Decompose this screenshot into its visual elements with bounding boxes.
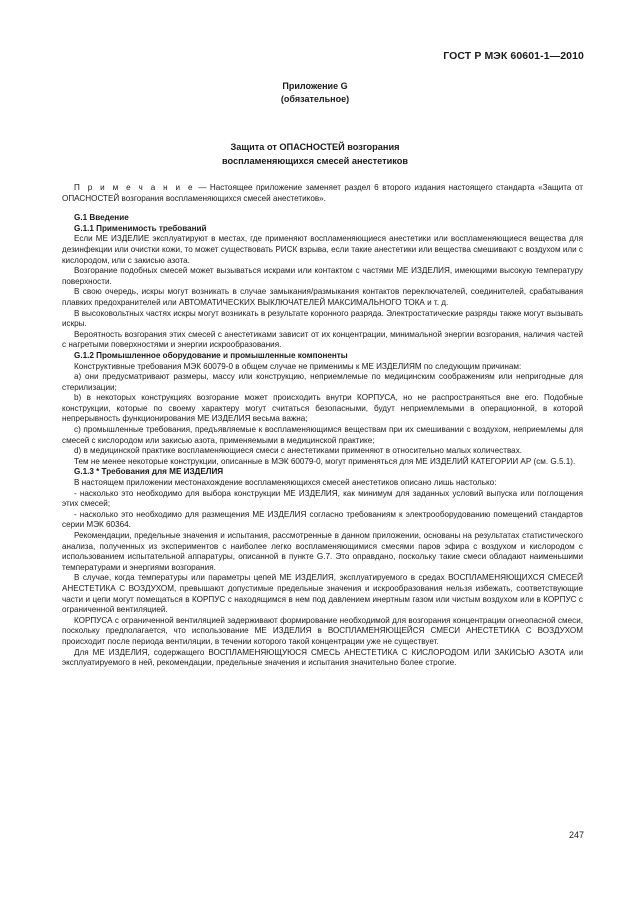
title-line-1: Защита от ОПАСНОСТЕЙ возгорания [230, 142, 400, 152]
paragraph: В настоящем приложении местонахождение воспламеняющихся смесей анестетиков описано лишь настолько: [74, 478, 497, 488]
title-line-2: воспламеняющихся смесей анестетиков [221, 156, 409, 166]
document-body [62, 183, 583, 669]
section-heading: G.1 Введение [74, 213, 129, 223]
note-label: П р и м е ч а н и е [74, 183, 195, 192]
paragraph: В свою очередь, искры могут возникать в случае замыкания/размыкания контактов переключателей, соединителей, срабатывания плавких предохранителей или АВТОМАТИЧЕСКИХ ВЫКЛЮЧАТЕЛЕЙ МАКСИМАЛЬНОГО ТОКА и т. д. [62, 287, 583, 307]
standard-number: ГОСТ Р МЭК 60601-1—2010 [443, 50, 584, 62]
list-item: d) в медицинской практике воспламеняющиеся смеси с анестетиками применяют в относительно малых количествах. [74, 446, 523, 456]
list-item: - насколько это необходимо для размещения МЕ ИЗДЕЛИЯ согласно требованиям к электрооборудованию помещений стандартов серии МЭК 60364. [62, 509, 583, 530]
note-text: — Настоящее приложение заменяет раздел 6 второго издания настоящего стандарта «Защита от ОПАСНОСТЕЙ возгорания воспламеняющихся смесей анестетиков». [62, 183, 583, 203]
list-item: b) в некоторых конструкциях возгорание может происходить внутри КОРПУСА, но не распространяться вне его. Подобные конструкции, которые по своему характеру могут считаться безопасными, будут неприемлемыми в операционной, в которой непрерывность функционирования МЕ ИЗДЕЛИЯ весьма важна; [62, 393, 583, 424]
paragraph: Рекомендации, предельные значения и испытания, рассмотренные в данном приложении, основаны на результатах статистического анализа, полученных из экспериментов с наиболее легко воспламеняющимися смесями паров эфира с воздухом и кислородом с использованием испытательной аппаратуры, описанной в пункте G.7. Это оправдано, поскольку такие смеси обладают наименьшими температурами и энергиями возгорания. [62, 531, 583, 572]
list-item: a) они предусматривают размеры, массу или конструкцию, неприемлемые по медицинским соображениям или непригодные для стерилизации; [62, 372, 583, 392]
paragraph: В высоковольтных частях искры могут возникать в результате коронного разряда. Электростатические разряды также могут вызывать искры. [62, 308, 583, 329]
list-item: - насколько это необходимо для выбора конструкции МЕ ИЗДЕЛИЯ, как минимум для заданных условий выпуска или поглощения этих смесей; [62, 488, 583, 509]
section-heading: G.1.3 * Требования для МЕ ИЗДЕЛИЯ [74, 467, 224, 477]
section-heading: G.1.1 Применимость требований [74, 223, 207, 233]
paragraph: Конструктивные требования МЭК 60079-0 в общем случае не применимы к МЕ ИЗДЕЛИЯМ по следующим причинам: [74, 361, 522, 371]
paragraph: Вероятность возгорания этих смесей с анестетиками зависит от их концентрации, минимальной энергии возгорания, наличия частей с нагретыми поверхностями и энергии искрообразования. [62, 329, 583, 350]
paragraph: Тем не менее некоторые конструкции, описанные в МЭК 60079-0, могут применяться для МЕ ИЗДЕЛИЙ КАТЕГОРИИ АР (см. G.5.1). [74, 456, 576, 466]
paragraph: В случае, когда температуры или параметры цепей МЕ ИЗДЕЛИЯ, эксплуатируемого в средах ВОСПЛАМЕНЯЮЩИХСЯ СМЕСЕЙ АНЕСТЕТИКА С ВОЗДУХОМ, превышают допустимые предельные значения и искрообразования нельзя избежать, соответствующие части и цепи могут помещаться в КОРПУС с находящимся в нем под давлением инертным газом или чистым воздухом или в КОРПУС с ограниченной вентиляцией. [62, 573, 583, 615]
annex-title: Приложение G [282, 81, 348, 91]
section-heading: G.1.2 Промышленное оборудование и промышленные компоненты [74, 350, 348, 360]
paragraph: Для МЕ ИЗДЕЛИЯ, содержащего ВОСПЛАМЕНЯЮЩУЮСЯ СМЕСЬ АНЕСТЕТИКА С КИСЛОРОДОМ ИЛИ ЗАКИСЬЮ АЗОТА или эксплуатируемого в ней, рекомендации, предельные значения и испытания значительно более строгие. [62, 647, 583, 668]
annex-status: (обязательное) [280, 94, 350, 104]
annex-heading [0, 80, 630, 106]
document-title [0, 140, 630, 168]
paragraph: Возгорание подобных смесей может вызываться искрами или контактом с частями МЕ ИЗДЕЛИЯ, имеющими высокую температуру поверхности. [62, 266, 583, 286]
list-item: c) промышленные требования, предъявляемые к воспламеняющимся веществам при их смешивании с воздухом, неприемлемы для смесей с кислородом или закисью азота, применяемыми в медицинской практике; [62, 425, 583, 445]
page-number: 247 [568, 830, 584, 840]
paragraph: КОРПУСА с ограниченной вентиляцией задерживают формирование необходимой для возгорания концентрации огнеопасной смеси, поскольку предполагается, что использование МЕ ИЗДЕЛИЯ в ВОСПЛАМЕНЯЮЩЕЙСЯ СМЕСИ АНЕСТЕТИКА С ВОЗДУХОМ происходит после периода вентиляции, в течении которого такой концентрации уже не существует. [62, 615, 583, 646]
note-paragraph [62, 183, 583, 204]
paragraph: Если МЕ ИЗДЕЛИЕ эксплуатируют в местах, где применяют воспламеняющиеся анестетики или воспламеняющиеся вещества для дезинфекции или очистки кожи, то может существовать РИСК взрыва, если такие анестетики или вещества смешивают с воздухом или с кислородом, или с закисью азота. [62, 234, 583, 265]
